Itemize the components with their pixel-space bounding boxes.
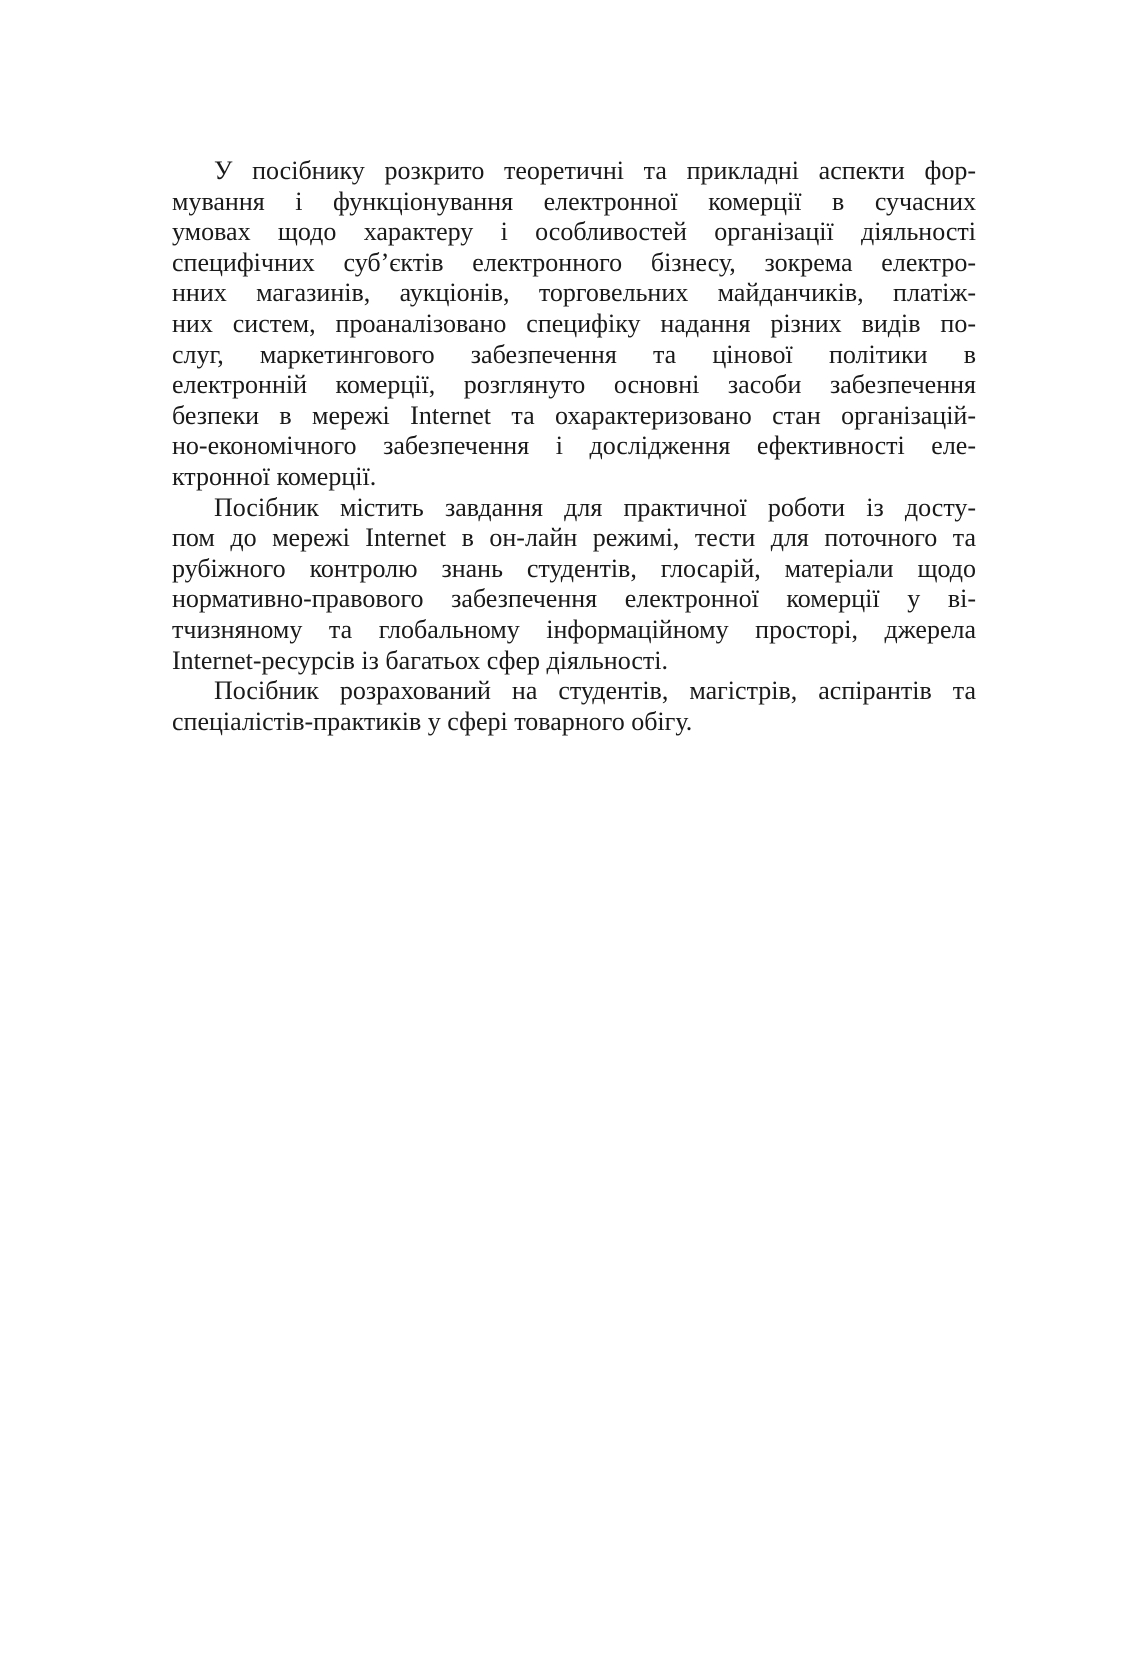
text-line: но-економічного забезпечення і дослідження ефективності еле-: [172, 431, 976, 461]
text-line: ктронної комерції.: [172, 461, 377, 491]
annotation-text: [172, 156, 976, 737]
text-line: У посібнику розкрито теоретичні та прикладні аспекти фор-: [214, 156, 976, 185]
paragraph-3: [172, 676, 976, 737]
text-line: специфічних суб’єктів електронного бізнесу, зокрема електро-: [172, 247, 976, 277]
text-line: слуг, маркетингового забезпечення та цінової політики в: [172, 339, 976, 369]
paragraph-1: [172, 156, 976, 493]
text-line: спеціалістів-практиків у сфері товарного обігу.: [172, 706, 693, 736]
text-line: Посібник розрахований на студентів, магістрів, аспірантів та: [214, 676, 976, 706]
text-line: них систем, проаналізовано специфіку надання різних видів по-: [172, 308, 976, 338]
text-line: нормативно-правового забезпечення електронної комерції у ві-: [172, 584, 976, 614]
text-line: умовах щодо характеру і особливостей організації діяльності: [172, 217, 976, 247]
text-line: пом до мережі Internet в он-лайн режимі, тести для поточного та: [172, 523, 976, 553]
text-line: електронній комерції, розглянуто основні засоби забезпечення: [172, 370, 976, 400]
text-line: Посібник містить завдання для практичної роботи із досту-: [214, 492, 976, 522]
text-line: тчизняному та глобальному інформаційному просторі, джерела: [172, 614, 976, 644]
text-line: нних магазинів, аукціонів, торговельних майданчиків, платіж-: [172, 278, 976, 308]
text-line: рубіжного контролю знань студентів, глосарій, матеріали щодо: [172, 553, 976, 583]
text-line: безпеки в мережі Internet та охарактеризовано стан організацій-: [172, 400, 976, 430]
text-line: мування і функціонування електронної комерції в сучасних: [172, 186, 976, 216]
text-line: Internet-ресурсів із багатьох сфер діяльності.: [172, 645, 668, 675]
paragraph-2: [172, 493, 976, 677]
